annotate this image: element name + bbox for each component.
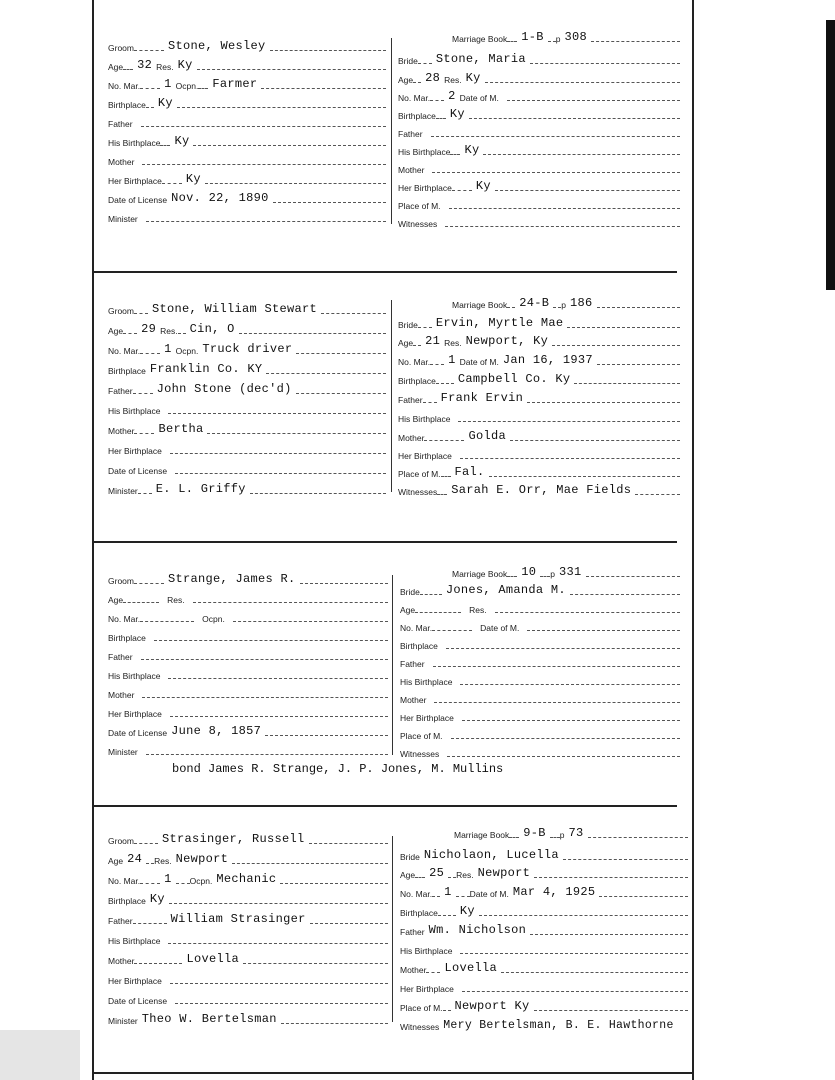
her-birthplace-row: [400, 976, 688, 994]
field-label: Mother: [398, 165, 425, 175]
field-label: Mother: [108, 956, 135, 966]
groom-minister: Theo W. Bertelsman: [141, 1012, 277, 1026]
groom-name: Stone, William Stewart: [151, 302, 318, 316]
field-label: Place of M.: [398, 201, 441, 211]
field-label: Her Birthplace: [398, 183, 452, 193]
field-label: Mother: [398, 433, 425, 443]
field-label: Mother: [108, 426, 135, 436]
bride-her-birthplace: Ky: [475, 179, 491, 193]
field-label: Res.: [160, 326, 178, 336]
nomar-date-row: [400, 881, 688, 899]
marriage-book: 24-B: [519, 296, 550, 310]
groom-res: Cin, O: [189, 322, 235, 336]
groom-date-of-license: June 8, 1857: [171, 724, 262, 738]
column-divider: [392, 836, 393, 1022]
field-label: Birthplace: [108, 366, 146, 376]
field-label: Mother: [400, 695, 427, 705]
field-label: Her Birthplace: [400, 984, 454, 994]
field-label: Ocpn.: [202, 614, 225, 624]
field-label: His Birthplace: [400, 946, 453, 956]
bride-mother: Golda: [468, 429, 506, 443]
groom-age: 29: [141, 322, 157, 336]
marriage-book-page: 331: [559, 565, 582, 579]
field-label: Groom: [108, 306, 134, 316]
field-label: Birthplace: [108, 896, 146, 906]
field-label: Bride: [398, 320, 418, 330]
bride-date-of-m: Jan 16, 1937: [502, 353, 593, 367]
field-label: His Birthplace: [108, 138, 161, 148]
field-label: Minister: [108, 486, 138, 496]
field-label: Her Birthplace: [108, 976, 162, 986]
field-label: Her Birthplace: [398, 451, 452, 461]
his-birthplace-row: [400, 938, 688, 956]
marriage-book-page: 186: [570, 296, 593, 310]
bride-res: Newport: [477, 866, 531, 880]
bond-note: bond James R. Strange, J. P. Jones, M. Mullins: [172, 762, 504, 776]
nomar-ocpn-row: [108, 868, 388, 886]
field-label: Age: [108, 62, 124, 72]
field-label: Age: [108, 856, 124, 866]
bride-name: Jones, Amanda M.: [445, 583, 566, 597]
her-birthplace-row: [108, 968, 388, 986]
bride-nomar: 1: [444, 885, 452, 899]
field-label: Date of M.: [459, 357, 499, 367]
field-label: Ocpn.: [175, 346, 199, 356]
age-res-row: [108, 848, 388, 866]
field-label: Father: [400, 659, 425, 669]
field-label: Birthplace: [108, 633, 146, 643]
field-label: Age: [398, 75, 414, 85]
field-label: Date of License: [108, 996, 168, 1006]
minister-row: [108, 1008, 388, 1026]
field-label: Groom: [108, 836, 134, 846]
bride-age: 28: [425, 71, 441, 85]
bride-res: Ky: [465, 71, 481, 85]
field-label: Father: [400, 927, 425, 937]
date-of-license-row: [108, 988, 388, 1006]
field-label: Marriage Book: [452, 34, 508, 44]
groom-date-of-license: Nov. 22, 1890: [171, 191, 269, 205]
field-label: Witnesses: [400, 749, 440, 759]
field-label: Her Birthplace: [108, 176, 162, 186]
field-label: Witnesses: [398, 487, 438, 497]
bride-date-of-m: Mar 4, 1925: [512, 885, 596, 899]
groom-birthplace: Ky: [149, 892, 165, 906]
field-label: Witnesses: [400, 1022, 440, 1032]
marriage-book: 10: [521, 565, 537, 579]
field-label: Bride: [398, 56, 418, 66]
groom-age: 32: [137, 58, 153, 72]
groom-nomar: 1: [164, 77, 172, 91]
field-label: No. Mar.: [400, 623, 433, 633]
groom-res: Ky: [177, 58, 193, 72]
field-label: Date of License: [108, 728, 168, 738]
field-label: No. Mar.: [108, 81, 141, 91]
bride-birthplace: Ky: [449, 107, 465, 121]
field-label: Father: [108, 916, 133, 926]
field-label: p: [550, 569, 556, 579]
field-label: Mother: [108, 690, 135, 700]
field-label: Her Birthplace: [108, 709, 162, 719]
bride-father: Wm. Nicholson: [428, 923, 527, 937]
field-label: Father: [398, 129, 423, 139]
field-label: Ocpn.: [175, 81, 199, 91]
field-label: Age: [108, 595, 124, 605]
his-birthplace-row: [108, 928, 388, 946]
bride-name-row: [400, 844, 688, 862]
field-label: Father: [398, 395, 423, 405]
bride-birthplace: Campbell Co. Ky: [457, 372, 571, 386]
field-label: Date of License: [108, 195, 168, 205]
field-label: Father: [108, 386, 133, 396]
marriage-book: 9-B: [523, 826, 546, 840]
bride-name: Stone, Maria: [435, 52, 526, 66]
field-label: Witnesses: [398, 219, 438, 229]
groom-ocpn: Farmer: [212, 77, 258, 91]
field-label: Age: [400, 870, 416, 880]
marriage-book-page: 308: [564, 30, 588, 44]
marriage-book-page: 73: [568, 826, 584, 840]
field-label: His Birthplace: [108, 406, 161, 416]
field-label: Marriage Book: [454, 830, 510, 840]
field-label: Date of License: [108, 466, 168, 476]
age-res-row: [400, 862, 688, 880]
field-label: Date of M.: [459, 93, 499, 103]
groom-father: John Stone (dec'd): [156, 382, 292, 396]
groom-nomar: 1: [164, 342, 172, 356]
field-label: Res.: [444, 75, 462, 85]
bride-mother: Lovella: [444, 961, 497, 975]
bride-witnesses: Mery Bertelsman, B. E. Hawthorne: [443, 1019, 674, 1032]
field-label: p: [561, 300, 567, 310]
field-label: His Birthplace: [398, 147, 451, 157]
marriage-book: 1-B: [521, 30, 544, 44]
bride-witnesses: Sarah E. Orr, Mae Fields: [451, 483, 632, 497]
field-label: No. Mar.: [108, 876, 141, 886]
field-label: p: [559, 830, 565, 840]
field-label: His Birthplace: [108, 936, 161, 946]
field-label: Father: [108, 652, 133, 662]
groom-ocpn: Truck driver: [202, 342, 293, 356]
groom-name: Strange, James R.: [167, 572, 296, 586]
field-label: Res.: [167, 595, 185, 605]
bride-his-birthplace: Ky: [464, 143, 480, 157]
groom-birthplace: Ky: [157, 96, 173, 110]
bride-nomar: 2: [448, 89, 456, 103]
field-label: Age: [108, 326, 124, 336]
field-label: Minister: [108, 214, 138, 224]
field-label: Bride: [400, 852, 420, 862]
groom-his-birthplace: Ky: [174, 134, 190, 148]
groom-name: Stone, Wesley: [167, 39, 266, 53]
field-label: Minister: [108, 747, 138, 757]
field-label: Bride: [400, 587, 420, 597]
mother-row: [108, 948, 388, 966]
field-label: His Birthplace: [108, 671, 161, 681]
bride-res: Newport, Ky: [465, 334, 549, 348]
birthplace-row: [108, 888, 388, 906]
field-label: Birthplace: [108, 100, 146, 110]
groom-ocpn: Mechanic: [216, 872, 277, 886]
mother-row: [400, 957, 688, 975]
field-label: Date of M.: [480, 623, 520, 633]
field-label: p: [555, 34, 561, 44]
field-label: His Birthplace: [400, 677, 453, 687]
groom-name-row: [108, 828, 388, 846]
groom-birthplace: Franklin Co. KY: [149, 362, 263, 376]
field-label: Date of M.: [469, 889, 509, 899]
field-label: Place of M.: [398, 469, 441, 479]
field-label: Her Birthplace: [400, 713, 454, 723]
field-label: No. Mar.: [108, 614, 141, 624]
field-label: Mother: [108, 157, 135, 167]
field-label: Res.: [469, 605, 487, 615]
father-row: [400, 919, 688, 937]
groom-res: Newport: [175, 852, 229, 866]
groom-mother: Lovella: [186, 952, 239, 966]
field-label: Marriage Book: [452, 300, 508, 310]
bride-place-of-m: Fal.: [454, 465, 485, 479]
groom-name: Strasinger, Russell: [161, 832, 305, 846]
field-label: Res.: [456, 870, 474, 880]
field-label: Ocpn.: [189, 876, 213, 886]
field-label: Place of M.: [400, 1003, 443, 1013]
bride-father: Frank Ervin: [440, 391, 524, 405]
field-label: Res.: [444, 338, 462, 348]
groom-father: William Strasinger: [170, 912, 306, 926]
field-label: Birthplace: [400, 908, 438, 918]
bride-name: Ervin, Myrtle Mae: [435, 316, 564, 330]
field-label: No. Mar.: [108, 346, 141, 356]
field-label: Age: [398, 338, 414, 348]
field-label: Marriage Book: [452, 569, 508, 579]
birthplace-row: [400, 900, 688, 918]
groom-her-birthplace: Ky: [185, 172, 201, 186]
bottom-border: [92, 1072, 694, 1074]
bride-age: 21: [425, 334, 441, 348]
field-label: Minister: [108, 1016, 138, 1026]
father-row: [108, 908, 388, 926]
marriage-book-row: [454, 822, 688, 840]
field-label: Birthplace: [398, 111, 436, 121]
field-label: Place of M.: [400, 731, 443, 741]
field-label: Birthplace: [400, 641, 438, 651]
field-label: Groom: [108, 576, 134, 586]
groom-minister: E. L. Griffy: [155, 482, 246, 496]
bride-place-of-m: Newport Ky: [454, 999, 530, 1013]
field-label: Father: [108, 119, 133, 129]
field-label: Res.: [154, 856, 172, 866]
field-label: His Birthplace: [398, 414, 451, 424]
field-label: Birthplace: [398, 376, 436, 386]
field-label: No. Mar.: [398, 93, 431, 103]
groom-age: 24: [127, 852, 143, 866]
bride-name: Nicholaon, Lucella: [423, 848, 559, 862]
field-label: Mother: [400, 965, 427, 975]
field-label: No. Mar.: [398, 357, 431, 367]
bride-age: 25: [429, 866, 445, 880]
groom-nomar: 1: [164, 872, 172, 886]
groom-mother: Bertha: [158, 422, 204, 436]
field-label: No. Mar.: [400, 889, 433, 899]
bride-nomar: 1: [448, 353, 456, 367]
field-label: Res.: [156, 62, 174, 72]
bride-birthplace: Ky: [459, 904, 475, 918]
field-label: Age: [400, 605, 416, 615]
field-label: Groom: [108, 43, 134, 53]
field-label: Her Birthplace: [108, 446, 162, 456]
witnesses-row: [400, 1014, 705, 1032]
place-of-m-row: [400, 995, 688, 1013]
